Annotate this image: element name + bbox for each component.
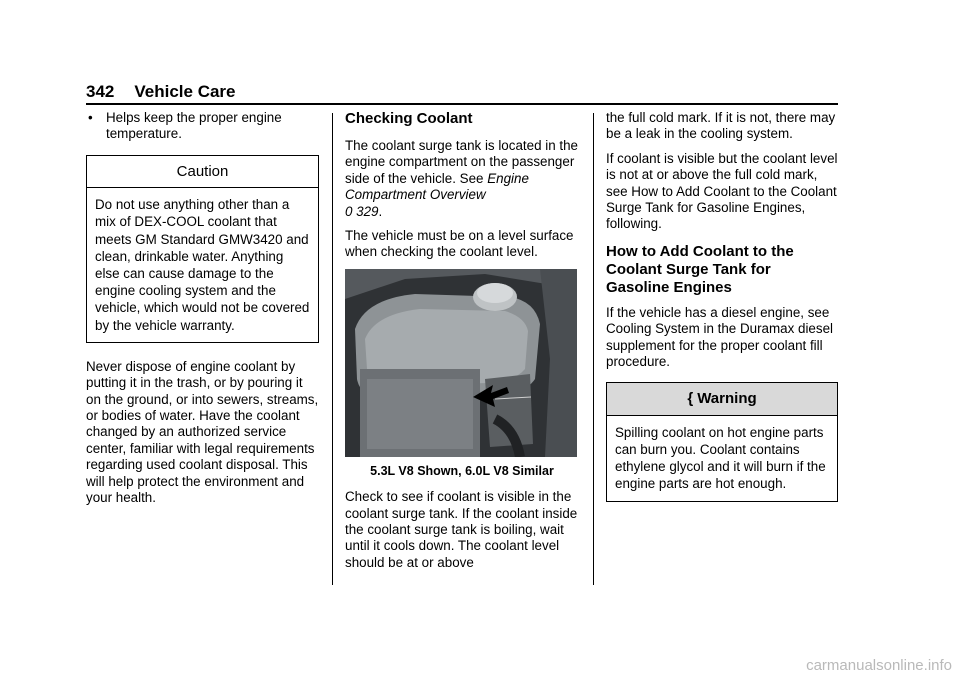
- warning-body: Spilling coolant on hot engine parts can burn you. Coolant contains ethylene glycol and it will burn if the engine parts are hot enough.: [615, 424, 826, 492]
- checking-coolant-heading: Checking Coolant: [345, 110, 473, 127]
- add-coolant-heading: How to Add Coolant to the Coolant Surge Tank for Gasoline Engines: [606, 242, 794, 296]
- surge-tank-text: The coolant surge tank is located in the engine compartment on the passenger side of the vehicle. See: [345, 138, 578, 186]
- caution-box: [86, 155, 319, 343]
- diesel-paragraph: If the vehicle has a diesel engine, see Cooling System in the Duramax diesel supplement for the proper coolant fill procedure.: [606, 304, 834, 370]
- coolant-tank-photo: [345, 269, 577, 457]
- warning-box: [606, 382, 838, 501]
- page-header: [86, 82, 236, 102]
- full-cold-paragraph: the full cold mark. If it is not, there may be a leak in the cooling system.: [606, 110, 836, 142]
- surge-tank-paragraph: The coolant surge tank is located in the engine compartment on the passenger side of the vehicle. See Engine Compartment Overview 0 329.: [345, 138, 578, 219]
- column-1: [86, 110, 319, 515]
- add-coolant-reference-paragraph: If coolant is visible but the coolant level is not at or above the full cold mark, see How to Add Coolant to the Coolant Surge Tank for Gasoline Engines, following.: [606, 150, 838, 232]
- page-reference[interactable]: 0 329: [345, 203, 379, 219]
- check-coolant-paragraph: Check to see if coolant is visible in the coolant surge tank. If the coolant inside the coolant surge tank is boiling, wait until it cools down. The coolant level should be at or above: [345, 489, 578, 570]
- column-divider-1: [332, 113, 333, 585]
- column-3: [606, 110, 838, 518]
- photo-caption: 5.3L V8 Shown, 6.0L V8 Similar: [370, 463, 554, 478]
- engine-compartment-link[interactable]: Engine Compartment Overview: [345, 170, 529, 203]
- header-rule: [86, 103, 838, 105]
- watermark-text: carmanualsonline.info: [806, 657, 952, 674]
- bullet-dot: •: [88, 110, 93, 125]
- bullet-text: Helps keep the proper engine temperature.: [106, 110, 282, 142]
- caution-title: Caution: [87, 156, 318, 188]
- warning-title: Warning: [697, 390, 757, 408]
- coolant-tank-illustration: [345, 269, 577, 457]
- caution-body: Do not use anything other than a mix of DEX-COOL coolant that meets GM Standard GMW3420 and clean, drinkable water. Anything else can cause damage to the engine cooling system and the vehicle, which would not be covered by the vehicle warranty.: [95, 197, 310, 333]
- warning-icon: {: [687, 390, 694, 408]
- warning-header: [607, 383, 837, 415]
- section-title: Vehicle Care: [134, 82, 236, 101]
- disposal-paragraph: Never dispose of engine coolant by putting it in the trash, or by pouring it on the ground, or into sewers, streams, or bodies of water. Have the coolant changed by an authorized service center, familiar with legal requirements regarding used coolant disposal. This will help protect the environment and your health.: [86, 358, 319, 506]
- column-2: [345, 110, 579, 579]
- bullet-item: [88, 110, 319, 143]
- level-surface-paragraph: The vehicle must be on a level surface when checking the coolant level.: [345, 228, 574, 260]
- page-number: 342: [86, 82, 115, 101]
- column-divider-2: [593, 113, 594, 585]
